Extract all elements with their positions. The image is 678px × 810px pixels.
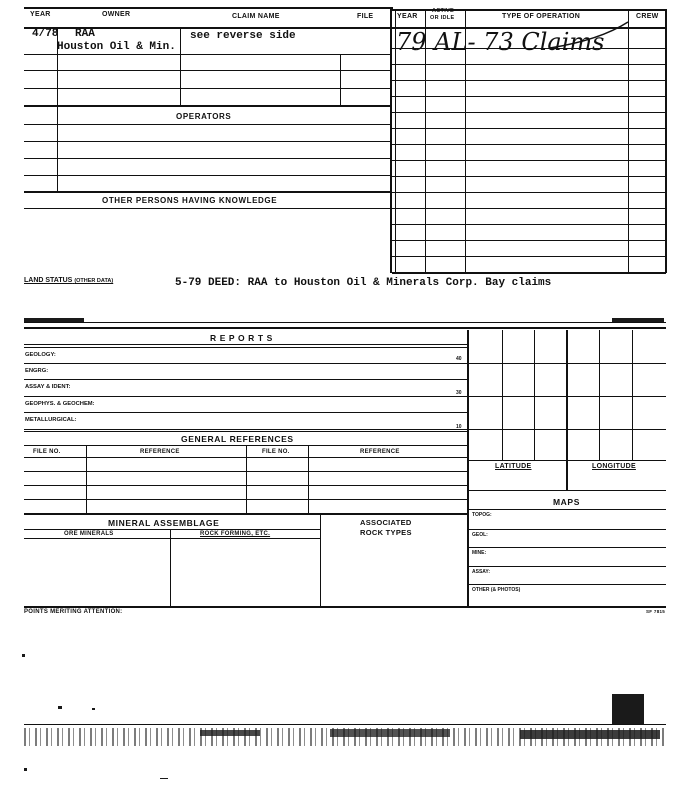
col-reference: REFERENCE (140, 449, 180, 455)
row-line (24, 88, 392, 89)
reports-title: R E P O R T S (210, 333, 273, 343)
row-line (24, 363, 467, 364)
mineral-title: MINERAL ASSEMBLAGE (108, 518, 220, 528)
row-line (24, 191, 392, 193)
row-line (392, 144, 666, 145)
grid-line (566, 330, 568, 490)
row-line (24, 141, 392, 142)
reports-border (467, 330, 469, 606)
row-line (24, 344, 467, 345)
row-line (24, 606, 666, 608)
row-line (24, 54, 392, 55)
grid-line (467, 460, 666, 461)
entry-year: 4/78 (32, 28, 59, 40)
header-file: FILE (357, 13, 374, 20)
scan-dot (160, 778, 168, 779)
row-line (24, 538, 320, 539)
entry-owner-2: Houston Oil & Min. (57, 41, 176, 53)
grid-line (467, 429, 666, 430)
header-claim-name: CLAIM NAME (232, 13, 280, 20)
land-status-text: 5-79 DEED: RAA to Houston Oil & Minerals Corp. Bay claims (175, 277, 552, 289)
grid-line (534, 330, 535, 460)
col-reference-2: REFERENCE (360, 449, 400, 455)
scan-block (612, 694, 644, 724)
col-line (57, 27, 58, 192)
row-line (392, 96, 666, 97)
header-or-idle: OR IDLE (430, 15, 455, 21)
row-line (392, 112, 666, 113)
maps-row-geol: GEOL: (472, 532, 488, 538)
report-row-geophys: GEOPHYS. & GEOCHEM: (25, 401, 95, 407)
report-number: 40 (456, 356, 462, 362)
row-line (24, 529, 320, 530)
col-file-no-2: FILE NO. (262, 449, 290, 455)
row-line (24, 513, 467, 515)
associated-rock-types-2: ROCK TYPES (360, 528, 412, 537)
row-line (24, 124, 392, 125)
row-line (392, 256, 666, 257)
grid-line (467, 490, 666, 491)
points-meriting-attention: POINTS MERITING ATTENTION: (24, 609, 123, 615)
scan-dot (22, 654, 25, 657)
maps-row-assay: ASSAY: (472, 569, 491, 575)
land-status-label-small: (OTHER DATA) (74, 278, 114, 284)
row-line (392, 48, 666, 49)
row-line (467, 584, 666, 585)
other-persons-label: OTHER PERSONS HAVING KNOWLEDGE (102, 196, 278, 205)
row-line (24, 429, 467, 430)
land-status-label (24, 277, 113, 284)
grid-line (599, 330, 600, 460)
general-references-title: GENERAL REFERENCES (181, 434, 294, 444)
col-line (308, 445, 309, 513)
row-line (392, 192, 666, 193)
entry-claim-name: see reverse side (190, 30, 296, 42)
row-line (467, 547, 666, 548)
col-line (340, 55, 341, 105)
row-line (24, 379, 467, 380)
operators-label: OPERATORS (176, 112, 232, 121)
handwritten-entry (390, 20, 640, 56)
row-line (392, 128, 666, 129)
scan-dot (92, 708, 95, 710)
header-year: YEAR (30, 11, 51, 18)
row-line (24, 347, 467, 348)
report-row-engrg: ENGRG: (25, 368, 49, 374)
band-line (24, 327, 666, 329)
row-line (24, 105, 392, 107)
header-active: ACTIVE (432, 8, 454, 14)
row-line (24, 208, 392, 209)
header-type-of-operation: TYPE OF OPERATION (502, 13, 581, 20)
maps-row-other: OTHER (& PHOTOS) (472, 587, 521, 593)
land-status-label-main: LAND STATUS (24, 277, 73, 284)
row-line (392, 272, 666, 274)
header-top-rule-right (392, 9, 666, 11)
grid-line (467, 363, 666, 364)
header-owner: OWNER (102, 11, 131, 18)
row-line (24, 412, 467, 413)
row-line (392, 224, 666, 225)
entry-owner-1: RAA (75, 28, 95, 40)
row-line (392, 64, 666, 65)
scan-mark (330, 729, 450, 737)
col-file-no: FILE NO. (33, 449, 61, 455)
col-line (170, 529, 171, 606)
report-row-metallurgical: METALLURGICAL: (25, 417, 77, 423)
svg-text:79 AL- 73 Claims: 79 AL- 73 Claims (396, 28, 605, 56)
scan-dot (24, 768, 27, 771)
report-number: 30 (456, 390, 462, 396)
row-line (467, 509, 666, 510)
col-line (180, 27, 181, 105)
row-line (24, 158, 392, 159)
scan-line (24, 724, 666, 725)
row-line (467, 529, 666, 530)
report-row-assay: ASSAY & IDENT: (25, 384, 71, 390)
col-line (320, 513, 321, 606)
header-crew: CREW (636, 13, 659, 20)
row-line (24, 431, 467, 432)
maps-title: MAPS (553, 497, 580, 507)
longitude-label: LONGITUDE (592, 463, 636, 470)
col-line (246, 445, 247, 513)
header-year-right: YEAR (397, 13, 418, 20)
row-line (24, 175, 392, 176)
grid-line (467, 396, 666, 397)
row-line (392, 160, 666, 161)
row-line (24, 70, 392, 71)
maps-row-mine: MINE: (472, 550, 487, 556)
scan-mark (520, 730, 660, 739)
associated-rock-types-1: ASSOCIATED (360, 518, 412, 527)
scan-dot (58, 706, 62, 709)
grid-line (632, 330, 633, 460)
band-line (24, 322, 666, 323)
latitude-label: LATITUDE (495, 463, 532, 470)
rock-forming-label: ROCK FORMING, ETC. (200, 531, 271, 537)
report-row-geology: GEOLOGY: (25, 352, 56, 358)
row-line (392, 176, 666, 177)
row-line (392, 80, 666, 81)
grid-line (502, 330, 503, 460)
ore-minerals-label: ORE MINERALS (64, 531, 114, 537)
maps-row-topog: TOPOG: (472, 512, 492, 518)
row-line (392, 240, 666, 241)
row-line (24, 396, 467, 397)
scan-mark (200, 730, 260, 736)
header-top-rule (24, 7, 393, 9)
report-number: 10 (456, 424, 462, 430)
row-line (392, 208, 666, 209)
col-line (86, 445, 87, 513)
row-line (467, 566, 666, 567)
form-code: SF 7815 (646, 609, 666, 614)
